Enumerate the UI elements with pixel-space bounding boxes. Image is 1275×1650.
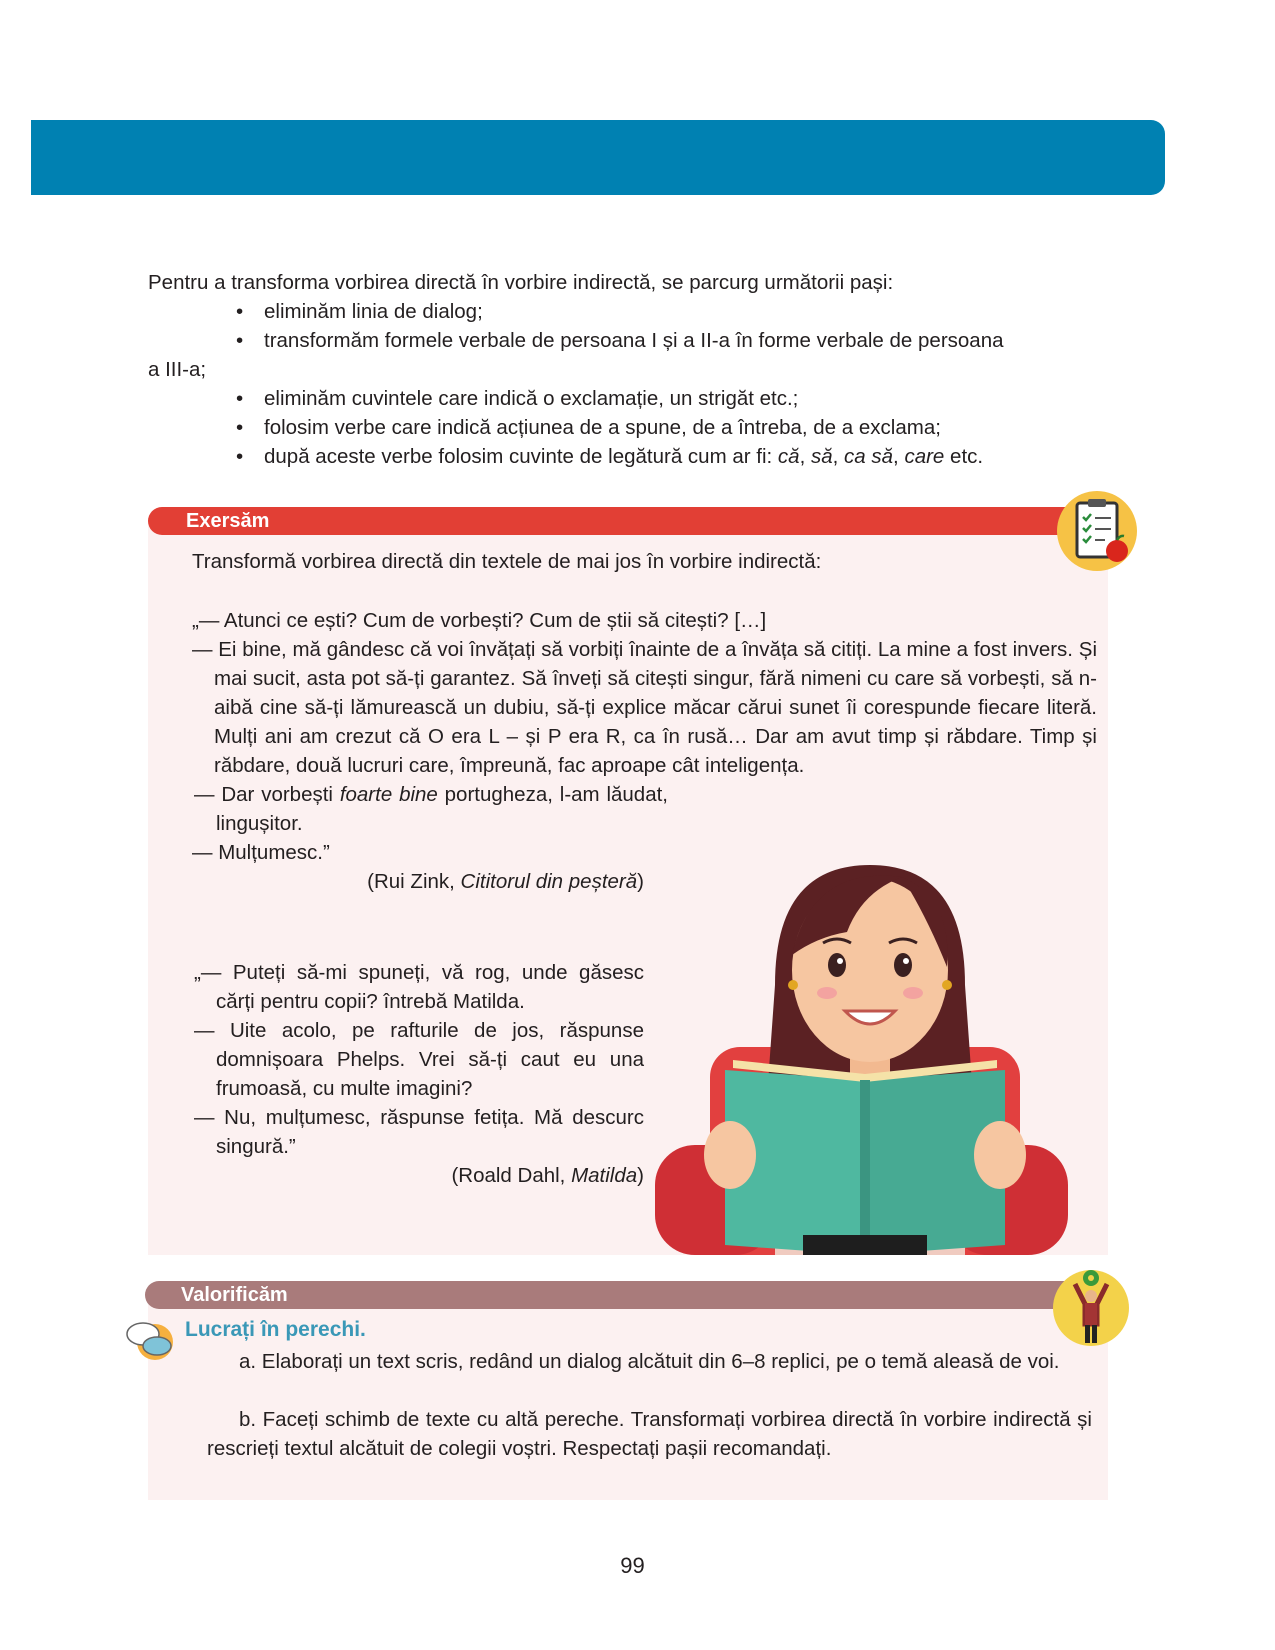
text-span: ): [637, 870, 644, 893]
text-span: (Rui Zink,: [367, 870, 461, 893]
step-text: după aceste verbe folosim cuvinte de legătură cum ar fi:: [264, 445, 778, 468]
task-title: Lucrați în perechi.: [185, 1318, 366, 1341]
step-item-continued: a III-a;: [148, 358, 207, 381]
thought-cloud-icon: [123, 1318, 177, 1362]
steps-list: [148, 297, 1098, 471]
task-text: b. Faceți schimb de texte cu altă pereche. Transformați vorbirea directă în vorbire indirectă și rescrieți textul alcătuit de colegii voștri. Respectați pașii recomandați.: [207, 1408, 1092, 1460]
text-span: portugheza, l-am lăudat, lingușitor.: [216, 783, 669, 835]
person-gear-icon: [1053, 1270, 1129, 1346]
step-item: • folosim verbe care indică acțiunea de a spune, de a întreba, de a exclama;: [148, 413, 1098, 442]
text1-line: „— Atunci ce ești? Cum de vorbești? Cum de știi să citești? […]: [192, 609, 767, 632]
text2-block: [192, 958, 644, 1190]
text2-line: — Nu, mulțumesc, răspunse fetița. Mă descurc singură.”: [194, 1106, 644, 1158]
intro-lead: Pentru a transforma vorbirea directă în vorbire indirectă, se parcurg următorii pași:: [148, 271, 894, 294]
valorificam-header: Valorificăm: [145, 1281, 1070, 1309]
text-span: ): [637, 1164, 644, 1187]
link-word: care: [904, 445, 945, 468]
step-item: • după aceste verbe folosim cuvinte de legătură cum ar fi: că, să, ca să, care etc.: [148, 442, 1098, 471]
link-word: că: [777, 445, 800, 468]
step-item: • eliminăm cuvintele care indică o exclamație, un strigăt etc.;: [148, 384, 1098, 413]
text-span: — Dar vorbești: [194, 783, 340, 806]
step-item: • eliminăm linia de dialog;: [148, 297, 1098, 326]
text2-line: — Uite acolo, pe rafturile de jos, răspunse domnișoara Phelps. Vrei să-ți caut eu una frumoasă, cu multe imagini?: [194, 1019, 644, 1100]
girl-reading-illustration: [655, 835, 1068, 1255]
link-word: să: [810, 445, 833, 468]
text1-line: [192, 780, 668, 838]
header-band: [31, 120, 1165, 195]
book-title: Cititorul din peșteră: [460, 870, 638, 893]
italic-span: foarte bine: [339, 783, 438, 806]
intro-block: [148, 268, 1098, 471]
text1-source: [192, 867, 644, 896]
link-word: ca să: [844, 445, 894, 468]
book-title: Matilda: [571, 1164, 638, 1187]
text-span: (Roald Dahl,: [451, 1164, 572, 1187]
step-item: • transformăm formele verbale de persoana I și a II-a în forme verbale de persoana: [148, 326, 1098, 355]
text2-line: „— Puteți să-mi spuneți, vă rog, unde găsesc cărți pentru copii? întrebă Matilda.: [194, 961, 644, 1013]
page-number: 99: [620, 1553, 645, 1578]
exercise-instruction: Transformă vorbirea directă din textele de mai jos în vorbire indirectă:: [192, 550, 822, 573]
step-text: etc.: [944, 445, 984, 468]
task-text: a. Elaborați un text scris, redând un dialog alcătuit din 6–8 replici, pe o temă aleasă de voi.: [239, 1350, 1060, 1373]
task-a: [207, 1347, 1092, 1376]
task-b: [207, 1405, 1092, 1463]
text1-line: — Mulțumesc.”: [192, 841, 330, 864]
text2-source: [192, 1161, 644, 1190]
exersam-header: Exersăm: [148, 507, 1068, 535]
text1-line: — Ei bine, mă gândesc că voi învățați să vorbiți înainte de a învăța să citiți. La mine a fost invers. Și mai sucit, asta pot să-ți garantez. Să înveți să citești singur, fără nimeni cu care să vorbești, să n-aibă cine să-ți lămurească un dubiu, să-ți explice măcar cărui sunet îi corespunde fiecare literă. Mulți ani am crezut că O era L – și P era R, ca în rusă… Dar am avut timp și răbdare. Timp și răbdare, două lucruri care, împreună, fac aproape cât inteligența.: [192, 638, 1097, 777]
